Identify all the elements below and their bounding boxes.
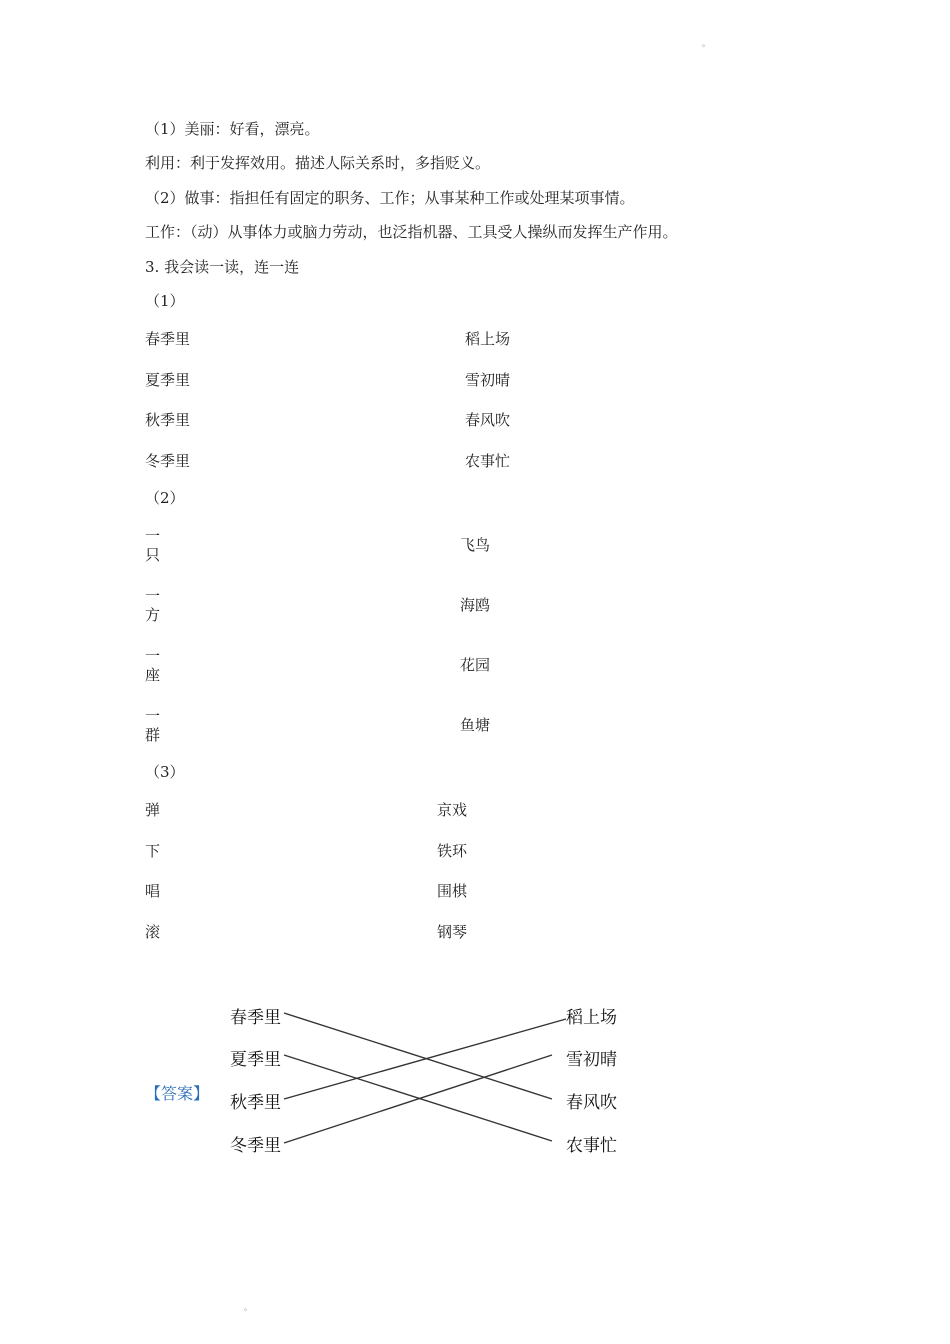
part1-left-3: 秋季里 [145,411,191,429]
definition-line-4: 工作：（动）从事体力或脑力劳动，也泛指机器、工具受人操纵而发挥生产作用。 [145,223,678,241]
part3-label: （3） [145,763,185,781]
part3-left-2: 下 [145,842,161,860]
header-mark: 。 [702,39,710,48]
part2-right-3: 花园 [460,656,491,674]
answer-right-4: 农事忙 [566,1136,617,1156]
part1-left-2: 夏季里 [145,371,191,389]
part2-left-2-top: 一 [145,587,161,605]
part2-left-4-top: 一 [145,707,161,725]
answer-left-2: 夏季里 [230,1050,281,1070]
part1-right-4: 农事忙 [465,452,511,470]
part3-left-4: 滚 [145,923,161,941]
answer-left-3: 秋季里 [230,1093,281,1113]
part1-right-1: 稻上场 [465,330,511,348]
part1-right-3: 春风吹 [465,411,511,429]
answer-label: 【答案】 [145,1084,210,1103]
answer-right-2: 雪初晴 [566,1050,617,1070]
part1-left-4: 冬季里 [145,452,191,470]
part1-right-2: 雪初晴 [465,371,511,389]
part3-right-3: 围棋 [437,882,468,900]
definition-line-3: （2）做事：指担任有固定的职务、工作；从事某种工作或处理某项事情。 [145,189,635,207]
answer-left-1: 春季里 [230,1008,281,1028]
answer-right-3: 春风吹 [566,1093,617,1113]
part2-right-1: 飞鸟 [460,536,491,554]
part1-left-1: 春季里 [145,330,191,348]
answer-line-spring [284,1013,552,1099]
answer-line-autumn [284,1019,566,1099]
part2-right-2: 海鸥 [460,596,491,614]
part3-right-4: 钢琴 [437,923,468,941]
question-title: 3. 我会读一读，连一连 [145,258,300,276]
part2-left-3-top: 一 [145,647,161,665]
answer-left-4: 冬季里 [230,1136,281,1156]
part3-right-1: 京戏 [437,801,468,819]
answer-right-1: 稻上场 [566,1008,617,1028]
part2-left-1-bottom: 只 [145,546,161,564]
part2-label: （2） [145,489,185,507]
part2-left-4-bottom: 群 [145,726,161,744]
part2-left-2-bottom: 方 [145,606,161,624]
part3-right-2: 铁环 [437,842,468,860]
definition-line-1: （1）美丽：好看，漂亮。 [145,120,320,138]
part2-left-3-bottom: 座 [145,666,161,684]
footer-mark: 。 [244,1303,252,1312]
definition-line-2: 利用：利于发挥效用。描述人际关系时，多指贬义。 [145,154,491,172]
part1-label: （1） [145,292,185,310]
part2-right-4: 鱼塘 [460,716,491,734]
part2-left-1-top: 一 [145,527,161,545]
part3-left-1: 弹 [145,801,161,819]
part3-left-3: 唱 [145,882,161,900]
